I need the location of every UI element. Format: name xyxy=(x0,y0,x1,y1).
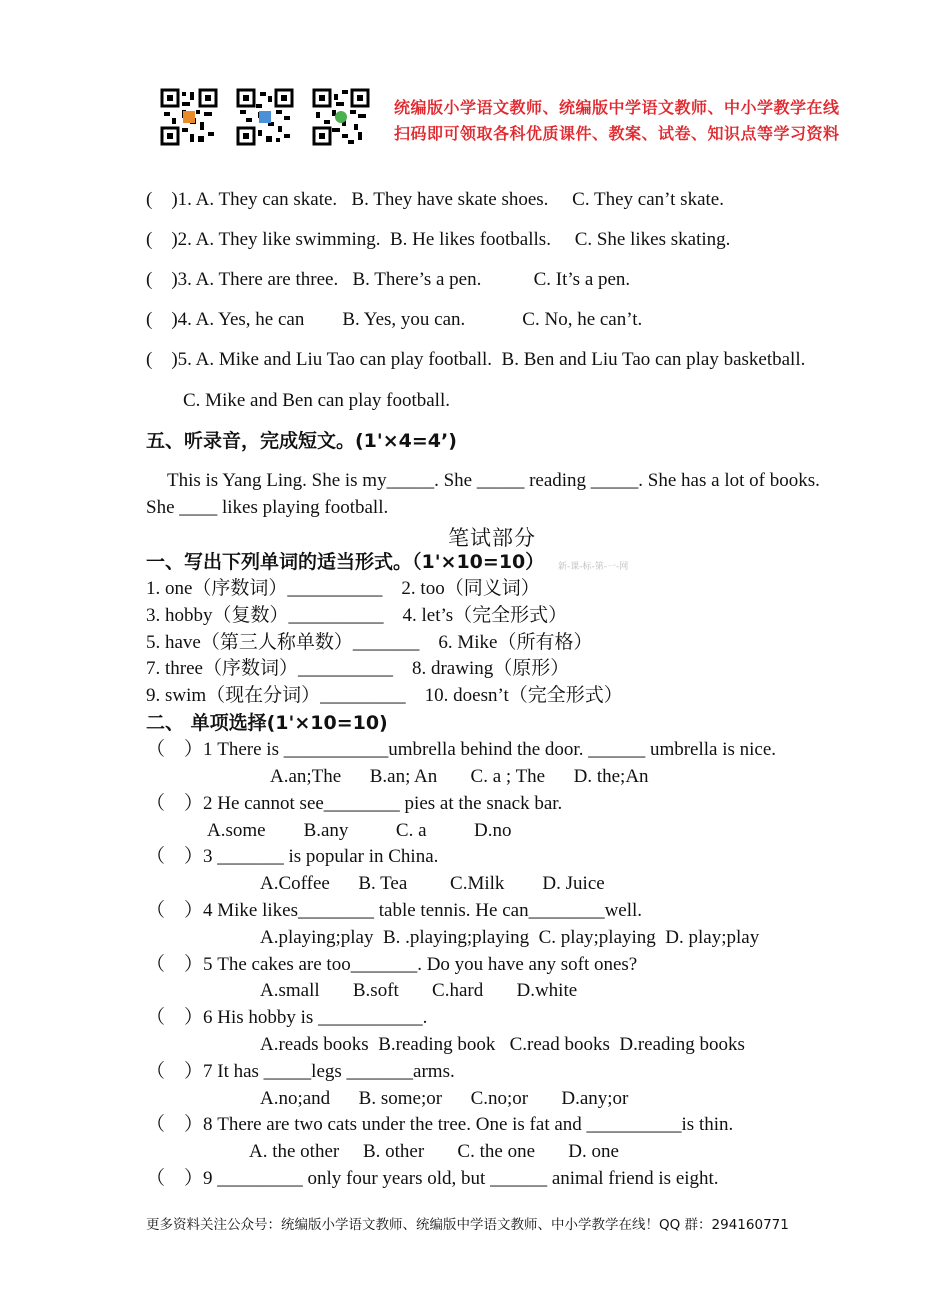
mc-q4: （ ）4 Mike likes________ table tennis. He can________well. xyxy=(146,900,643,921)
mc-q6-options: A.reads books B.reading book C.read books D.reading books xyxy=(260,1034,745,1055)
word-form-row-1: 1. one（序数词）__________ 2. too（同义词） xyxy=(146,578,540,599)
section-2-heading: 二、 单项选择(1'×10=10) xyxy=(146,712,388,734)
listening-q5-option-c: C. Mike and Ben can play football. xyxy=(183,390,450,411)
listening-q2: ( )2. A. They like swimming. B. He likes footballs. C. She likes skating. xyxy=(146,229,731,250)
footer-text: 更多资料关注公众号：统编版小学语文教师、统编版中学语文教师、中小学教学在线！QQ 群：294160771 xyxy=(146,1217,789,1233)
listening-q3: ( )3. A. There are three. B. There’s a pen. C. It’s a pen. xyxy=(146,269,631,290)
section-5-passage-line-1: This is Yang Ling. She is my_____. She _____ reading _____. She has a lot of books. xyxy=(167,470,820,491)
mc-q8-options: A. the other B. other C. the one D. one xyxy=(249,1141,619,1162)
qr-code-2[interactable] xyxy=(236,88,294,146)
listening-q4: ( )4. A. Yes, he can B. Yes, you can. C. No, he can’t. xyxy=(146,309,643,330)
mc-q6: （ ）6 His hobby is ___________. xyxy=(146,1007,428,1028)
word-form-row-3: 5. have（第三人称单数）_______ 6. Mike（所有格） xyxy=(146,632,593,653)
mc-q3: （ ）3 _______ is popular in China. xyxy=(146,846,439,867)
mc-q5: （ ）5 The cakes are too_______. Do you have any soft ones? xyxy=(146,954,638,975)
listening-q1: ( )1. A. They can skate. B. They have skate shoes. C. They can’t skate. xyxy=(146,189,724,210)
written-part-title: 笔试部分 xyxy=(448,526,536,550)
banner-line-2: 扫码即可领取各科优质课件、教案、试卷、知识点等学习资料 xyxy=(394,124,840,143)
mc-q9: （ ）9 _________ only four years old, but ______ animal friend is eight. xyxy=(146,1168,719,1189)
qr-code-3[interactable] xyxy=(312,88,370,146)
section-5-heading: 五、听录音，完成短文。(1'×4=4’) xyxy=(146,430,457,452)
word-form-row-4: 7. three（序数词）__________ 8. drawing（原形） xyxy=(146,658,570,679)
mc-q3-options: A.Coffee B. Tea C.Milk D. Juice xyxy=(260,873,605,894)
mc-q1-options: A.an;The B.an; An C. a ; The D. the;An xyxy=(270,766,649,787)
word-form-row-2: 3. hobby（复数）__________ 4. let’s（完全形式） xyxy=(146,605,568,626)
mc-q8: （ ）8 There are two cats under the tree. One is fat and __________is thin. xyxy=(146,1114,734,1135)
mc-q4-options: A.playing;play B. .playing;playing C. play;playing D. play;play xyxy=(260,927,760,948)
banner-line-1: 统编版小学语文教师、统编版中学语文教师、中小学教学在线 xyxy=(394,98,840,117)
listening-q5: ( )5. A. Mike and Liu Tao can play football. B. Ben and Liu Tao can play basketball. xyxy=(146,349,806,370)
section-5-passage-line-2: She ____ likes playing football. xyxy=(146,497,389,518)
word-form-row-5: 9. swim（现在分词）_________ 10. doesn’t（完全形式） xyxy=(146,685,623,706)
mc-q1: （ ）1 There is ___________umbrella behind the door. ______ umbrella is nice. xyxy=(146,739,777,760)
mc-q2-options: A.some B.any C. a D.no xyxy=(207,820,512,841)
mc-q5-options: A.small B.soft C.hard D.white xyxy=(260,980,578,1001)
section-1-heading: 一、写出下列单词的适当形式。（1'×10=10） xyxy=(146,551,545,573)
qr-code-1[interactable] xyxy=(160,88,218,146)
mc-q2: （ ）2 He cannot see________ pies at the snack bar. xyxy=(146,793,563,814)
mc-q7-options: A.no;and B. some;or C.no;or D.any;or xyxy=(260,1088,629,1109)
mc-q7: （ ）7 It has _____legs _______arms. xyxy=(146,1061,455,1082)
watermark-text: 新-课-标-第-一-网 xyxy=(558,562,629,572)
